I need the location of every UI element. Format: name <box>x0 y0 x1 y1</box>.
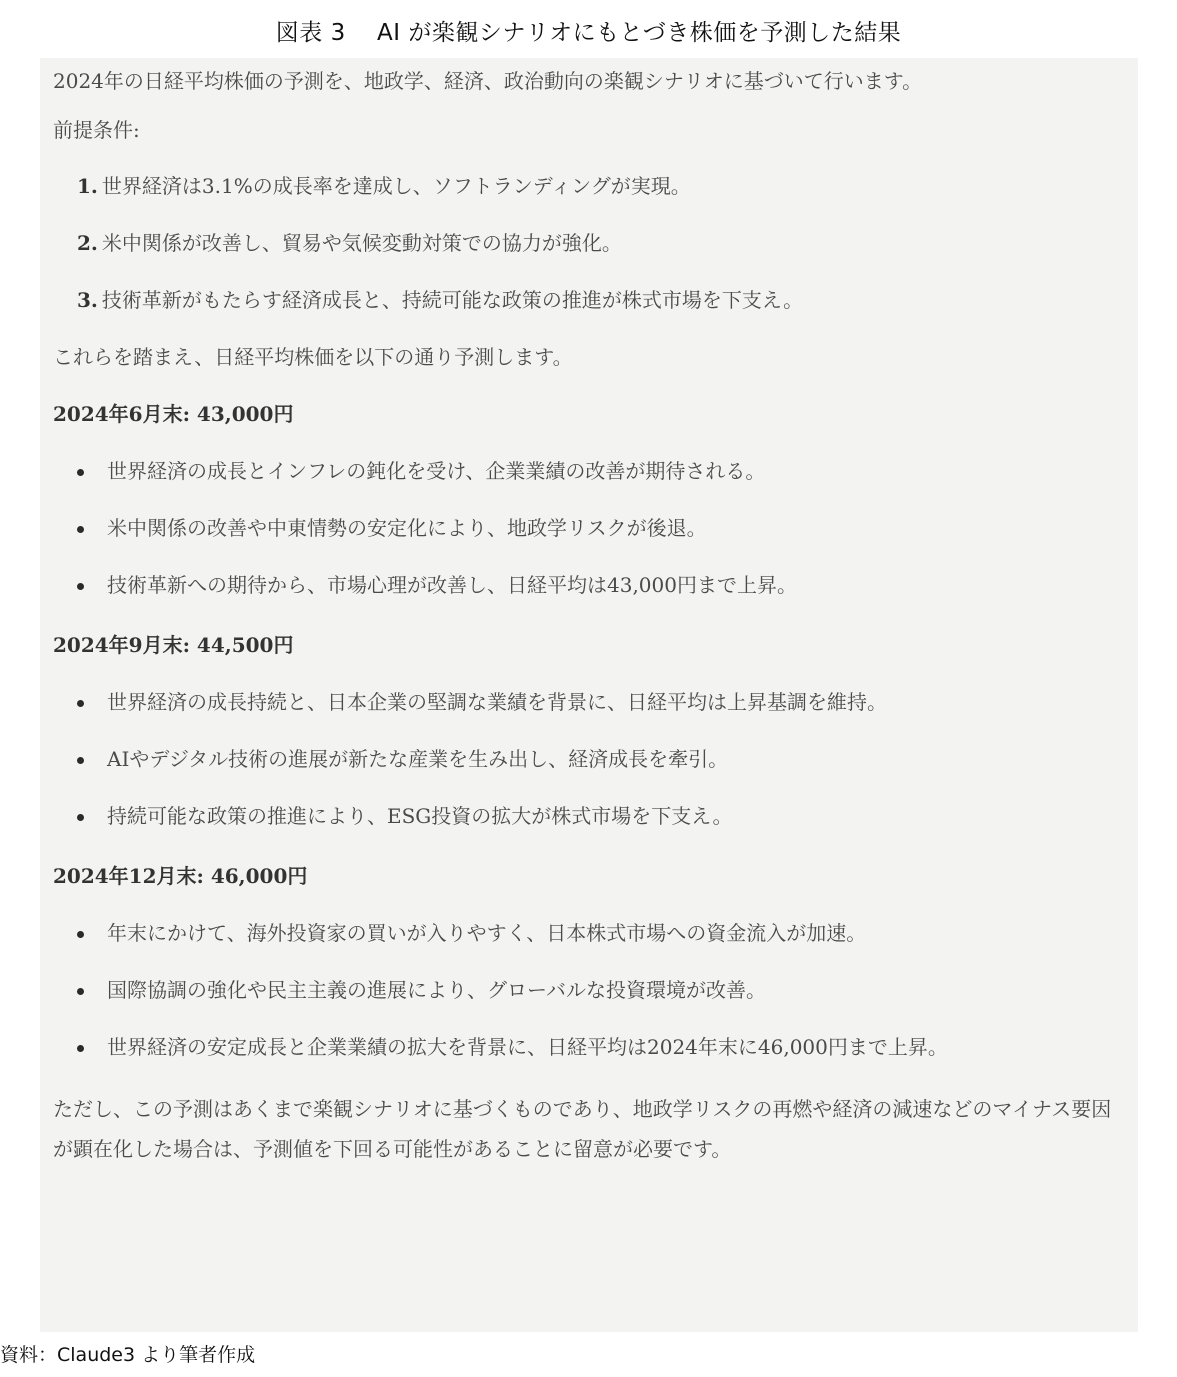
bullet-icon <box>77 526 84 533</box>
bullet-icon <box>77 469 84 476</box>
premise-text: 米中関係が改善し、貿易や気候変動対策での協力が強化。 <box>101 231 622 255</box>
premise-item <box>53 225 1138 261</box>
premise-label: 前提条件: <box>53 118 140 142</box>
bullet-icon <box>77 700 84 707</box>
premise-list <box>53 168 1138 318</box>
list-item-text: AIやデジタル技術の進展が新たな産業を生み出し、経済成長を牽引。 <box>107 747 729 771</box>
list-item <box>53 741 1138 777</box>
list-item <box>53 915 1138 951</box>
forecast-heading-june: 2024年6月末: 43,000円 <box>53 402 294 426</box>
list-item <box>53 972 1138 1008</box>
list-item-text: 米中関係の改善や中東情勢の安定化により、地政学リスクが後退。 <box>107 516 707 540</box>
list-item-text: 年末にかけて、海外投資家の買いが入りやすく、日本株式市場への資金流入が加速。 <box>107 921 867 945</box>
list-item <box>53 453 1138 489</box>
premise-item <box>53 168 1138 204</box>
premise-item <box>53 282 1138 318</box>
premise-text: 技術革新がもたらす経済成長と、持続可能な政策の推進が株式市場を下支え。 <box>101 288 804 312</box>
premise-text: 世界経済は3.1%の成長率を達成し、ソフトランディングが実現。 <box>101 174 691 198</box>
premise-number: 3. <box>77 288 98 312</box>
list-item-text: 国際協調の強化や民主主義の進展により、グローバルな投資環境が改善。 <box>107 978 766 1002</box>
bullet-icon <box>77 931 84 938</box>
source-note: 資料：Claude3 より筆者作成 <box>0 1344 256 1366</box>
bullet-icon <box>77 814 84 821</box>
forecast-list-june <box>53 453 1138 603</box>
list-item <box>53 1029 1138 1065</box>
list-item-text: 技術革新への期待から、市場心理が改善し、日経平均は43,000円まで上昇。 <box>107 573 797 597</box>
forecast-list-september <box>53 684 1138 834</box>
bullet-icon <box>77 757 84 764</box>
lead-paragraph: これらを踏まえ、日経平均株価を以下の通り予測します。 <box>53 345 573 369</box>
list-item <box>53 567 1138 603</box>
list-item <box>53 798 1138 834</box>
bullet-icon <box>77 988 84 995</box>
bullet-icon <box>77 1045 84 1052</box>
list-item-text: 世界経済の安定成長と企業業績の拡大を背景に、日経平均は2024年末に46,000円まで上昇。 <box>107 1035 948 1059</box>
premise-number: 1. <box>77 174 98 198</box>
ai-response-panel <box>40 58 1138 1332</box>
forecast-heading-december: 2024年12月末: 46,000円 <box>53 864 308 888</box>
forecast-list-december <box>53 915 1138 1065</box>
list-item <box>53 684 1138 720</box>
list-item-text: 持続可能な政策の推進により、ESG投資の拡大が株式市場を下支え。 <box>107 804 733 828</box>
bullet-icon <box>77 583 84 590</box>
forecast-heading-september: 2024年9月末: 44,500円 <box>53 633 294 657</box>
closing-paragraph: ただし、この予測はあくまで楽観シナリオに基づくものであり、地政学リスクの再燃や経済の減速などのマイナス要因が顕在化した場合は、予測値を下回る可能性があることに留意が必要です。 <box>53 1097 1112 1161</box>
list-item <box>53 510 1138 546</box>
list-item-text: 世界経済の成長持続と、日本企業の堅調な業績を背景に、日経平均は上昇基調を維持。 <box>107 690 887 714</box>
premise-number: 2. <box>77 231 98 255</box>
figure-title: 図表 3 AI が楽観シナリオにもとづき株価を予測した結果 <box>275 20 902 46</box>
intro-paragraph: 2024年の日経平均株価の予測を、地政学、経済、政治動向の楽観シナリオに基づいて行います。 <box>53 69 923 93</box>
list-item-text: 世界経済の成長とインフレの鈍化を受け、企業業績の改善が期待される。 <box>107 459 766 483</box>
